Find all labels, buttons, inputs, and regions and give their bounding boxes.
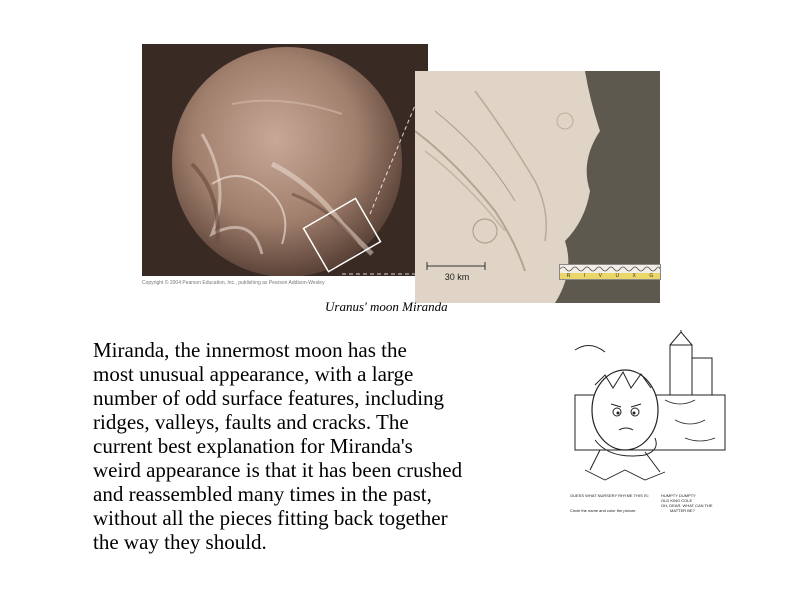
body-line: Miranda, the innermost moon has the <box>93 338 407 362</box>
scale-label: 30 km <box>444 272 470 282</box>
body-line: without all the pieces fitting back together <box>93 506 448 530</box>
body-line: most unusual appearance, with a large <box>93 362 414 386</box>
figure-caption: Uranus' moon Miranda <box>325 299 448 314</box>
miranda-full-disk-image <box>142 44 428 276</box>
miranda-figure <box>142 44 660 292</box>
cartoon-option: HUMPTY DUMPTY <box>661 493 696 498</box>
body-line: ridges, valleys, faults and cracks. The <box>93 410 409 434</box>
cartoon-option: MATTER BE? <box>670 508 695 513</box>
humpty-dumpty-cartoon <box>565 330 728 525</box>
spectrum-letter: R <box>566 273 571 279</box>
humpty-dumpty-drawing <box>565 330 728 490</box>
body-line: and reassembled many times in the past, <box>93 482 432 506</box>
body-line: weird appearance is that it has been crushed <box>93 458 463 482</box>
cartoon-option: OLD KING COLE <box>661 498 693 503</box>
body-paragraph <box>93 338 533 554</box>
spectrum-bar <box>559 264 661 280</box>
spectrum-letter: I <box>583 273 586 279</box>
spectrum-letters <box>560 273 660 279</box>
spectrum-letter: G <box>649 273 654 279</box>
body-line: current best explanation for Miranda's <box>93 434 413 458</box>
cartoon-option: OH, DEAR, WHAT CAN THE <box>661 503 713 508</box>
body-line: number of odd surface features, including <box>93 386 445 410</box>
cartoon-instruction: Circle the name and color the picture. <box>570 508 637 513</box>
spectrum-letter: U <box>615 273 620 279</box>
spectrum-letter: X <box>632 273 636 279</box>
cartoon-question: GUESS WHAT NURSERY RHYME THIS IS: <box>570 493 649 498</box>
body-line: the way they should. <box>93 530 267 554</box>
spectrum-letter: V <box>598 273 602 279</box>
copyright-text: Copyright © 2004 Pearson Education, Inc., publishing as Pearson Addison-Wesley <box>142 280 325 286</box>
